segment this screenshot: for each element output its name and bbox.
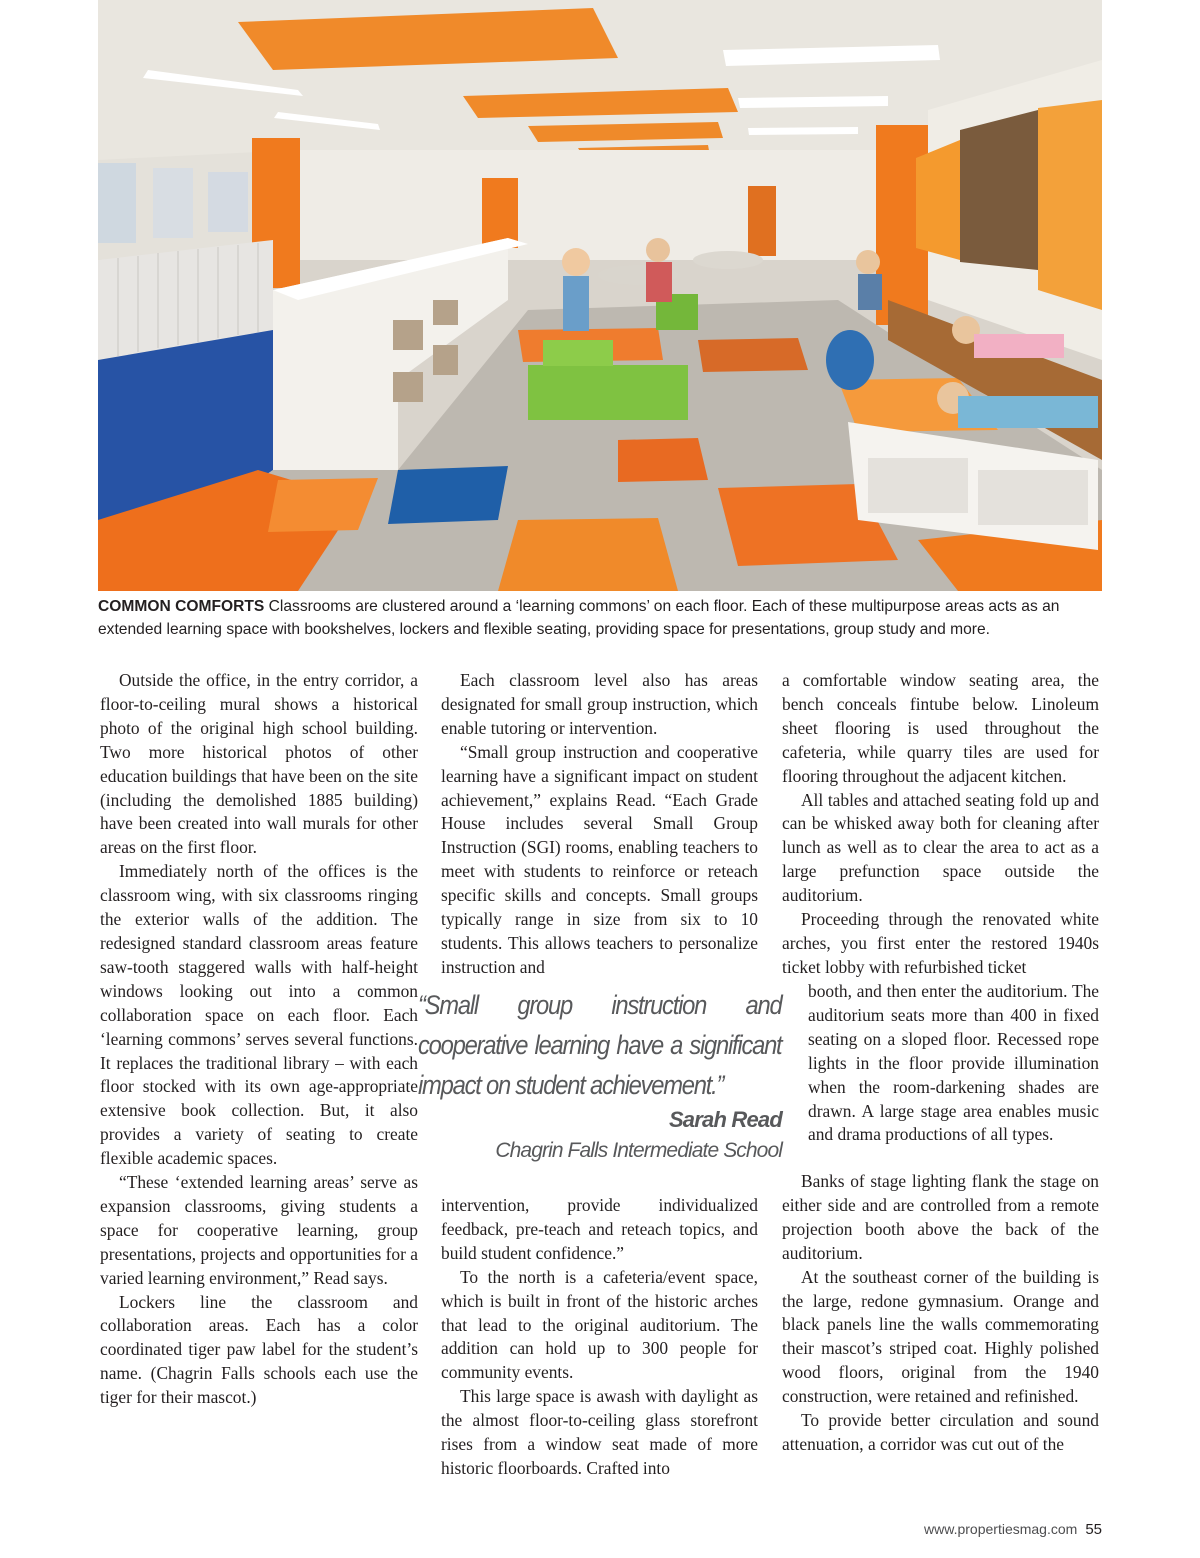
paragraph: Proceeding through the renovated white arches, you first enter the restored 1940s ticket lobby with refurbished ticket <box>782 909 1099 977</box>
paragraph: This large space is awash with daylight as the almost floor-to-ceiling glass storefront rises from a window seat made of more historic floorboards. Crafted into <box>441 1386 758 1478</box>
photo-caption <box>98 595 1108 641</box>
paragraph: a comfortable window seating area, the bench conceals fintube below. Linoleum sheet flooring is used throughout the cafeteria, while quarry tiles are used for flooring throughout the adjacent kitchen. <box>782 670 1099 786</box>
pull-quote-attribution-name: Sarah Read <box>668 1107 782 1132</box>
page-footer <box>924 1521 1102 1538</box>
body-column-3-bottom <box>782 1170 1099 1457</box>
pull-quote-attribution-org: Chagrin Falls Intermediate School <box>495 1139 782 1162</box>
paragraph: Lockers line the classroom and collaboration areas. Each has a color coordinated tiger paw label for the student’s name. (Chagrin Falls schools each use the tiger for their mascot.) <box>100 1291 418 1408</box>
paragraph: intervention, provide individualized feedback, pre-teach and reteach topics, and build student confidence.” <box>441 1195 758 1263</box>
paragraph: All tables and attached seating fold up and can be whisked away both for cleaning after lunch as well as to clear the area to act as a large prefunction space outside the auditorium. <box>782 789 1099 906</box>
body-column-3-top <box>782 669 1099 980</box>
page-number: 55 <box>1085 1521 1102 1538</box>
paragraph: “These ‘extended learning areas’ serve as expansion classrooms, giving students a space for cooperative learning, group presentations, projects and opportunities for a varied learning environment,” Read says. <box>100 1172 418 1288</box>
footer-url[interactable]: www.propertiesmag.com <box>924 1521 1078 1537</box>
pull-quote-text: “Small group instruction and cooperative learning have a significant impact on student achievement.” <box>418 990 782 1100</box>
paragraph: Immediately north of the offices is the classroom wing, with six classrooms ringing the exterior walls of the addition. The redesigned standard classroom areas feature saw-tooth staggered walls with half-height windows looking out into a common collaboration space on each floor. Each ‘learning commons’ serves several functions. It replaces the traditional library – with each floor stocked with its own age-appropriate extensive book collection. But, it also provides a variety of seating to create flexible academic spaces. <box>100 861 418 1169</box>
body-column-1 <box>100 669 418 1410</box>
body-column-2-top <box>441 669 758 980</box>
paragraph: Banks of stage lighting flank the stage on either side and are controlled from a remote projection booth above the back of the auditorium. <box>782 1171 1099 1263</box>
body-column-2-bottom <box>441 1194 758 1481</box>
caption-text: Classrooms are clustered around a ‘learning commons’ on each floor. Each of these multipurpose areas acts as an extended learning space with bookshelves, lockers and flexible seating, providing space for presentations, group study and more. <box>98 598 1060 638</box>
caption-label: COMMON COMFORTS <box>98 598 265 615</box>
pull-quote <box>418 985 782 1167</box>
paragraph: “Small group instruction and cooperative learning have a significant impact on student achievement,” explains Read. “Each Grade House includes several Small Group Instruction (SGI) rooms, enabling teachers to meet with students to reinforce or reteach specific skills and concepts. Small groups typically range in size from six to 10 students. This allows teachers to personalize instruction and <box>441 741 758 977</box>
paragraph: To provide better circulation and sound attenuation, a corridor was cut out of the <box>782 1410 1099 1454</box>
paragraph: booth, and then enter the auditorium. The auditorium seats more than 400 in fixed seating on a sloped floor. Recessed rope lights in the floor provide illumination when the room-darkening shades are drawn. A large stage area enables music and drama productions of all types. <box>808 981 1099 1145</box>
paragraph: To the north is a cafeteria/event space, which is built in front of the historic arches that lead to the original auditorium. The addition can hold up to 300 people for community events. <box>441 1266 758 1383</box>
paragraph: At the southeast corner of the building is the large, redone gymnasium. Orange and black panels line the walls commemorating their mascot’s striped coat. Highly polished wood floors, original from the 1940 construction, were retained and refinished. <box>782 1266 1099 1407</box>
classroom-learning-commons-photo <box>98 0 1102 591</box>
body-column-3-indented <box>808 980 1099 1147</box>
paragraph: Outside the office, in the entry corridor, a floor-to-ceiling mural shows a historical photo of the original high school building. Two more historical photos of other education buildings that have been on the site (including the demolished 1885 building) have been created into wall murals for other areas on the first floor. <box>100 670 418 858</box>
paragraph: Each classroom level also has areas designated for small group instruction, which enable tutoring or intervention. <box>441 670 758 738</box>
